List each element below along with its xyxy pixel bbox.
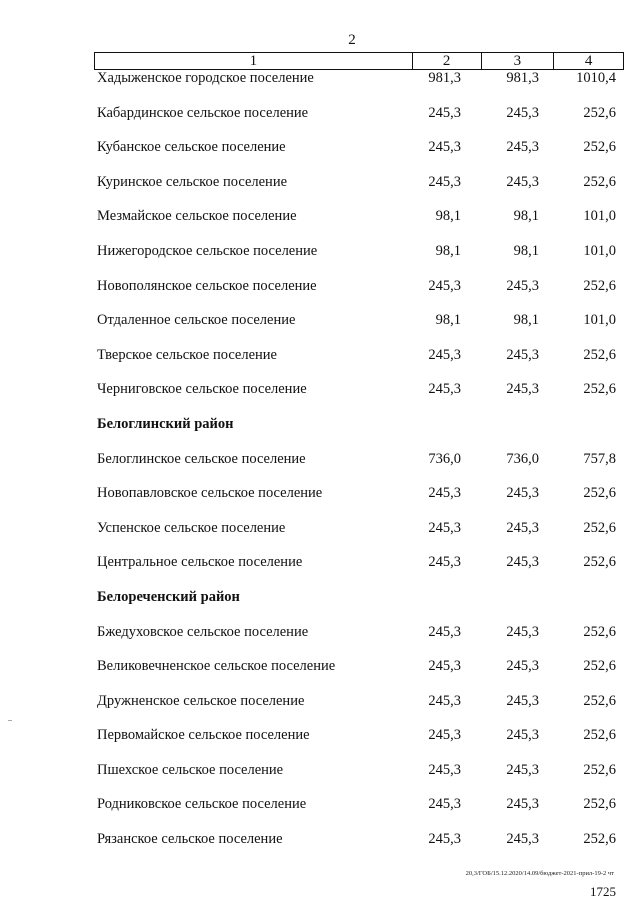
value-column-3: 245,3 <box>506 554 539 571</box>
value-column-2: 245,3 <box>428 485 461 502</box>
value-column-2: 245,3 <box>428 173 461 190</box>
scan-artifact <box>8 720 12 721</box>
table-row <box>0 105 640 140</box>
value-column-4: 252,6 <box>583 139 616 156</box>
settlement-name: Белоглинское сельское поселение <box>97 450 306 467</box>
value-column-3: 736,0 <box>506 450 539 467</box>
table-row <box>0 727 640 762</box>
settlement-name: Родниковское сельское поселение <box>97 796 307 813</box>
table-row <box>0 624 640 659</box>
table-row <box>0 451 640 486</box>
value-column-3: 245,3 <box>506 692 539 709</box>
document-code: 20,3/ГОБ/15.12.2020/14.09/бюджет-2021-прил-19-2 чт <box>465 870 614 877</box>
value-column-2: 98,1 <box>435 312 461 329</box>
value-column-4: 252,6 <box>583 796 616 813</box>
value-column-3: 245,3 <box>506 727 539 744</box>
table-row <box>0 174 640 209</box>
table-row <box>0 381 640 416</box>
settlement-name: Тверское сельское поселение <box>97 346 277 363</box>
column-header-2: 2 <box>413 53 482 69</box>
settlement-name: Черниговское сельское поселение <box>97 381 307 398</box>
table-row <box>0 796 640 831</box>
value-column-3: 245,3 <box>506 173 539 190</box>
value-column-2: 245,3 <box>428 761 461 778</box>
value-column-3: 245,3 <box>506 796 539 813</box>
value-column-4: 101,0 <box>583 242 616 259</box>
value-column-3: 98,1 <box>513 242 539 259</box>
settlement-name: Кабардинское сельское поселение <box>97 104 309 121</box>
table-row <box>0 762 640 797</box>
value-column-2: 245,3 <box>428 692 461 709</box>
settlement-name: Пшехское сельское поселение <box>97 761 284 778</box>
value-column-2: 245,3 <box>428 381 461 398</box>
value-column-4: 252,6 <box>583 381 616 398</box>
section-heading-row <box>0 416 640 451</box>
value-column-2: 245,3 <box>428 139 461 156</box>
value-column-4: 252,6 <box>583 831 616 848</box>
table-row <box>0 693 640 728</box>
value-column-2: 245,3 <box>428 831 461 848</box>
table-row <box>0 520 640 555</box>
settlement-name: Центральное сельское поселение <box>97 554 303 571</box>
value-column-3: 245,3 <box>506 277 539 294</box>
value-column-4: 252,6 <box>583 346 616 363</box>
value-column-3: 245,3 <box>506 139 539 156</box>
settlement-name: Первомайское сельское поселение <box>97 727 310 744</box>
value-column-4: 1010,4 <box>576 70 616 86</box>
value-column-4: 101,0 <box>583 312 616 329</box>
value-column-4: 252,6 <box>583 727 616 744</box>
table-body <box>0 70 640 866</box>
value-column-4: 252,6 <box>583 277 616 294</box>
value-column-4: 252,6 <box>583 485 616 502</box>
value-column-2: 245,3 <box>428 658 461 675</box>
table-row <box>0 658 640 693</box>
value-column-4: 101,0 <box>583 208 616 225</box>
table-row <box>0 208 640 243</box>
district-name: Белоглинский район <box>97 415 234 432</box>
settlement-name: Новопавловское сельское поселение <box>97 485 323 502</box>
value-column-3: 245,3 <box>506 761 539 778</box>
table-row <box>0 70 640 105</box>
page-number: 2 <box>348 32 356 48</box>
value-column-3: 98,1 <box>513 312 539 329</box>
settlement-name: Великовечненское сельское поселение <box>97 658 336 675</box>
settlement-name: Куринское сельское поселение <box>97 173 288 190</box>
settlement-name: Успенское сельское поселение <box>97 519 286 536</box>
table-row <box>0 312 640 347</box>
table-row <box>0 347 640 382</box>
column-header-3: 3 <box>482 53 555 69</box>
column-header-4: 4 <box>584 53 593 69</box>
settlement-name: Кубанское сельское поселение <box>97 139 286 156</box>
column-header-1: 1 <box>95 53 413 69</box>
table-header <box>94 52 624 70</box>
district-name: Белореченский район <box>97 588 240 605</box>
value-column-4: 252,6 <box>583 761 616 778</box>
value-column-3: 245,3 <box>506 485 539 502</box>
value-column-4: 252,6 <box>583 104 616 121</box>
section-heading-row <box>0 589 640 624</box>
settlement-name: Новополянское сельское поселение <box>97 277 317 294</box>
table-row <box>0 243 640 278</box>
settlement-name: Отдаленное сельское поселение <box>97 312 296 329</box>
value-column-2: 245,3 <box>428 554 461 571</box>
value-column-4: 252,6 <box>583 519 616 536</box>
value-column-3: 245,3 <box>506 519 539 536</box>
value-column-2: 245,3 <box>428 623 461 640</box>
value-column-4: 252,6 <box>583 173 616 190</box>
settlement-name: Дружненское сельское поселение <box>97 692 305 709</box>
value-column-4: 757,8 <box>583 450 616 467</box>
value-column-4: 252,6 <box>583 658 616 675</box>
value-column-2: 981,3 <box>428 70 461 86</box>
value-column-3: 245,3 <box>506 104 539 121</box>
settlement-name: Хадыженское городское поселение <box>97 70 314 86</box>
value-column-3: 98,1 <box>513 208 539 225</box>
value-column-3: 245,3 <box>506 346 539 363</box>
value-column-2: 245,3 <box>428 277 461 294</box>
value-column-2: 98,1 <box>435 208 461 225</box>
table-row <box>0 831 640 866</box>
value-column-2: 245,3 <box>428 519 461 536</box>
value-column-4: 252,6 <box>583 692 616 709</box>
value-column-3: 245,3 <box>506 381 539 398</box>
value-column-2: 245,3 <box>428 796 461 813</box>
value-column-2: 245,3 <box>428 346 461 363</box>
value-column-3: 981,3 <box>506 70 539 86</box>
value-column-4: 252,6 <box>583 623 616 640</box>
settlement-name: Бжедуховское сельское поселение <box>97 623 309 640</box>
settlement-name: Нижегородское сельское поселение <box>97 242 318 259</box>
settlement-name: Рязанское сельское поселение <box>97 831 283 848</box>
value-column-2: 245,3 <box>428 727 461 744</box>
settlement-name: Мезмайское сельское поселение <box>97 208 297 225</box>
value-column-2: 736,0 <box>428 450 461 467</box>
value-column-3: 245,3 <box>506 831 539 848</box>
table-row <box>0 278 640 313</box>
sheet-number: 1725 <box>590 884 616 899</box>
value-column-3: 245,3 <box>506 623 539 640</box>
table-row <box>0 554 640 589</box>
table-row <box>0 139 640 174</box>
value-column-2: 245,3 <box>428 104 461 121</box>
value-column-3: 245,3 <box>506 658 539 675</box>
table-row <box>0 485 640 520</box>
value-column-2: 98,1 <box>435 242 461 259</box>
value-column-4: 252,6 <box>583 554 616 571</box>
